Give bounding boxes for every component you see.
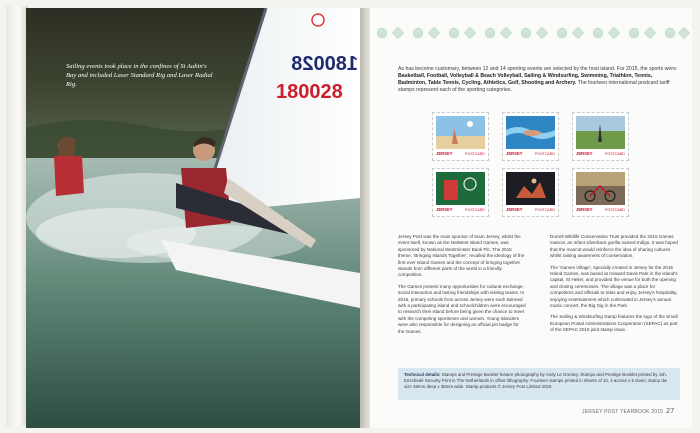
paragraph: Durrell Wildlife Conservation Trust provided the 2015 Games mascot, an infant silverback gorilla named Indigo. It was hoped that the mascot would reinforce the idea of sharing cultures whilst raising awareness of conservation. xyxy=(550,234,678,259)
body-column-left xyxy=(398,234,526,340)
page-edge xyxy=(6,6,28,426)
stamp-swimming xyxy=(502,112,559,161)
intro-text: As has become customary, between 12 and 14 sporting events are selected by the host island. For 2015, the sports were: xyxy=(398,66,678,72)
footer-label: JERSEY POST YEARBOOK 2015 xyxy=(582,409,664,415)
text-page xyxy=(370,8,692,428)
paragraph: The 'Games Village', specially created in Jersey for the 2015 Island Games, was based at Howard Davis Park in the island's capital, St Helier, and provided the venue for both the opening and closing ceremonies. The village was a place for competitors and officials to relax and enjoy Jersey's hospitality, enjoying entertainment which culminated in Jersey's annual music concert, the Big Gig in the Park. xyxy=(550,264,678,309)
sailing-photo xyxy=(26,8,360,428)
stamp-cycling xyxy=(572,168,629,217)
stamp-athletics xyxy=(502,168,559,217)
paragraph: The Games present many opportunities for cultural exchange, social interaction and lasting friendships with visiting teams. In 2015, primary schools from across Jersey were each twinned with a participating island and schoolchildren were encouraged to research their island before being given the chance to meet with the competing sportsmen and women. Young islanders were also responsible for designing an official pin badge for the Games. xyxy=(398,283,526,334)
stamp-label: POSTCARD xyxy=(465,151,485,156)
golf-image xyxy=(576,116,625,149)
stamp-country: JERSEY xyxy=(436,151,453,156)
stamp-tennis xyxy=(432,168,489,217)
stamp-golf xyxy=(572,112,629,161)
photo-caption: Sailing events took place in the confines of St Aubin's Bay and included Laser Standard Rig and Laser Radial Rig. xyxy=(66,63,213,88)
stamp-sheet xyxy=(432,112,632,218)
cycling-image xyxy=(576,172,625,205)
decorative-band xyxy=(370,24,692,42)
body-column-right xyxy=(550,234,678,339)
beach-volleyball-image xyxy=(436,116,485,149)
stamp-label: POSTCARD xyxy=(605,207,625,212)
intro-text-end: The fourteen international postcard tariff stamps represent each of the sporting categories. xyxy=(398,80,670,93)
sports-list: Basketball, Football, Volleyball & Beach Volleyball, Sailing & Windsurfing, Swimming, Triathlon, Tennis, Badminton, Table Tennis, Cycling, Athletics, Golf, Shooting and Archery. xyxy=(398,73,653,86)
stamp-country: JERSEY xyxy=(576,151,593,156)
paragraph: The Sailing & Windsurfing stamp features the logo of the Small European Postal Administrations Cooperation (SEPAC) as part of the SEPAC 2015 joint stamp issue. xyxy=(550,314,678,333)
page-footer xyxy=(582,408,674,415)
athletics-image xyxy=(506,172,555,205)
stamp-country: JERSEY xyxy=(576,207,593,212)
paragraph: Jersey Post was the main sponsor of team Jersey, whilst the event itself, known as the NatWest Island Games, was sponsored by National Westminster Bank Plc. The 2015 theme, 'Bringing Islands Together', recalled the ideology of the first ever Island Games and the concept of bringing together islands from different parts of the world in a friendly competition. xyxy=(398,234,525,278)
technical-text: Stamps and Prestige Booklet feature photography by Andy Le Gresley. Stamps and Prestige Booklet printed by Joh. Enschedé Security Print in The Netherlands in offset lithography. Fourteen stamps printed in sheets of 10, 4 across x 5 down; stamp die size 38mm deep x 36mm wide. Stamp products © Jersey Post Limited 2015. xyxy=(404,372,668,389)
page-number: 27 xyxy=(666,408,675,415)
stamp-beach-volleyball xyxy=(432,112,489,161)
technical-label: Technical details: xyxy=(404,372,441,377)
sail-number-mirrored: 180028 xyxy=(291,53,358,75)
swimming-image xyxy=(506,116,555,149)
stamp-label: POSTCARD xyxy=(605,151,625,156)
stamp-country: JERSEY xyxy=(436,207,453,212)
stamp-label: POSTCARD xyxy=(535,151,555,156)
tennis-image xyxy=(436,172,485,205)
stamp-country: JERSEY xyxy=(506,207,523,212)
stamp-label: POSTCARD xyxy=(535,207,555,212)
stamp-country: JERSEY xyxy=(506,151,523,156)
stamp-label: POSTCARD xyxy=(465,207,485,212)
sail-number: 180028 xyxy=(276,81,343,103)
intro-paragraph xyxy=(398,66,678,94)
technical-details-box xyxy=(398,368,680,400)
